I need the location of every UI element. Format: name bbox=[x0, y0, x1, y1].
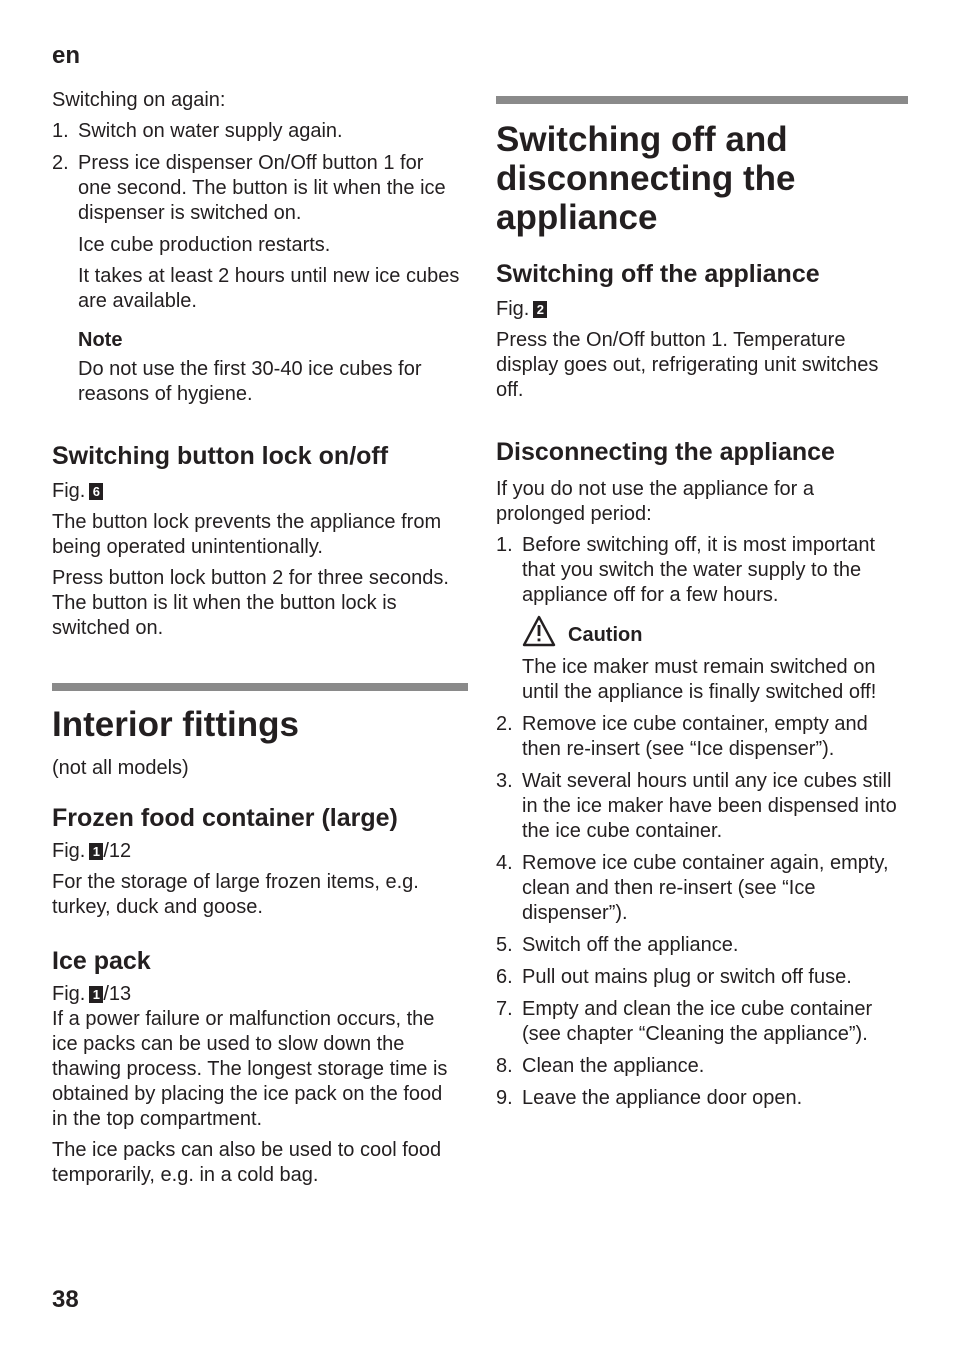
disconnecting-heading: Disconnecting the appliance bbox=[496, 438, 835, 466]
note-title: Note bbox=[78, 329, 123, 351]
list-item: 3. Wait several hours until any ice cubes still in the ice maker have been dispensed into the ice cube container. bbox=[496, 770, 897, 842]
button-lock-text-2: Press button lock button 2 for three seconds. The button is lit when the button lock is switched on. bbox=[52, 567, 449, 639]
list-item: 1. Before switching off, it is most important that you switch the water supply to the appliance off for a few hours. bbox=[496, 534, 876, 606]
figure-number-badge: 2 bbox=[533, 301, 547, 318]
section-divider bbox=[52, 683, 468, 691]
caution-title: Caution bbox=[522, 615, 908, 647]
ice-pack-text-2: The ice packs can also be used to cool food temporarily, e.g. in a cold bag. bbox=[52, 1139, 442, 1186]
ice-pack-heading: Ice pack bbox=[52, 947, 151, 975]
disconnecting-steps-first bbox=[496, 533, 908, 608]
list-item: 5. Switch off the appliance. bbox=[496, 934, 739, 956]
language-label: en bbox=[52, 42, 81, 69]
left-column bbox=[52, 88, 462, 1194]
warning-icon bbox=[522, 615, 556, 647]
list-item: 2. Remove ice cube container, empty and then re-insert (see “Ice dispenser”). bbox=[496, 713, 868, 760]
frozen-container-heading: Frozen food container (large) bbox=[52, 804, 398, 832]
figure-reference: Fig. 2 bbox=[496, 297, 908, 322]
figure-number-badge: 6 bbox=[89, 483, 103, 500]
caution-text: The ice maker must remain switched on until the appliance is finally switched off! bbox=[522, 656, 877, 703]
figure-reference: Fig. 1 /13 bbox=[52, 983, 132, 1005]
button-lock-heading: Switching button lock on/off bbox=[52, 442, 389, 470]
production-restarts-text: Ice cube production restarts. bbox=[78, 234, 331, 256]
list-item: 9. Leave the appliance door open. bbox=[496, 1087, 803, 1109]
disconnecting-intro: If you do not use the appliance for a prolonged period: bbox=[496, 478, 814, 525]
section-divider bbox=[496, 96, 908, 104]
switching-off-heading: Switching off and disconnecting the appliance bbox=[496, 120, 796, 237]
page-number: 38 bbox=[52, 1286, 79, 1313]
button-lock-text-1: The button lock prevents the appliance from being operated unintentionally. bbox=[52, 511, 442, 558]
list-item: 4. Remove ice cube container again, empty, clean and then re-insert (see “Ice dispenser”). bbox=[496, 852, 889, 924]
interior-fittings-heading: Interior fittings bbox=[52, 705, 299, 744]
switching-off-appliance-heading: Switching off the appliance bbox=[496, 260, 820, 288]
takes-hours-text: It takes at least 2 hours until new ice cubes are available. bbox=[78, 265, 460, 312]
list-item: 1. Switch on water supply again. bbox=[52, 120, 343, 142]
right-column bbox=[496, 96, 908, 1118]
list-item: 8. Clean the appliance. bbox=[496, 1055, 705, 1077]
figure-reference: Fig. 6 bbox=[52, 479, 462, 504]
note-text: Do not use the first 30-40 ice cubes for reasons of hygiene. bbox=[78, 358, 422, 405]
figure-number-badge: 1 bbox=[89, 843, 103, 860]
ice-pack-text-1: If a power failure or malfunction occurs, the ice packs can be used to slow down the thawing process. The longest storage time is obtained by placing the ice pack on the food in the top compartment. bbox=[52, 1008, 448, 1130]
figure-number-badge: 1 bbox=[89, 986, 103, 1003]
list-item: 2. Press ice dispenser On/Off button 1 for one second. The button is lit when the ice dispenser is switched on. bbox=[52, 152, 446, 224]
list-item: 6. Pull out mains plug or switch off fuse. bbox=[496, 966, 852, 988]
switching-on-again-label: Switching on again: bbox=[52, 89, 226, 111]
figure-reference: Fig. 1 /12 bbox=[52, 840, 132, 862]
frozen-container-text: For the storage of large frozen items, e.g. turkey, duck and goose. bbox=[52, 871, 419, 918]
switching-off-text: Press the On/Off button 1. Temperature display goes out, refrigerating unit switches off. bbox=[496, 329, 879, 401]
switching-on-steps bbox=[52, 119, 462, 226]
list-item: 7. Empty and clean the ice cube container (see chapter “Cleaning the appliance”). bbox=[496, 998, 873, 1045]
interior-fittings-subtitle: (not all models) bbox=[52, 757, 189, 779]
disconnecting-steps bbox=[496, 712, 908, 1111]
